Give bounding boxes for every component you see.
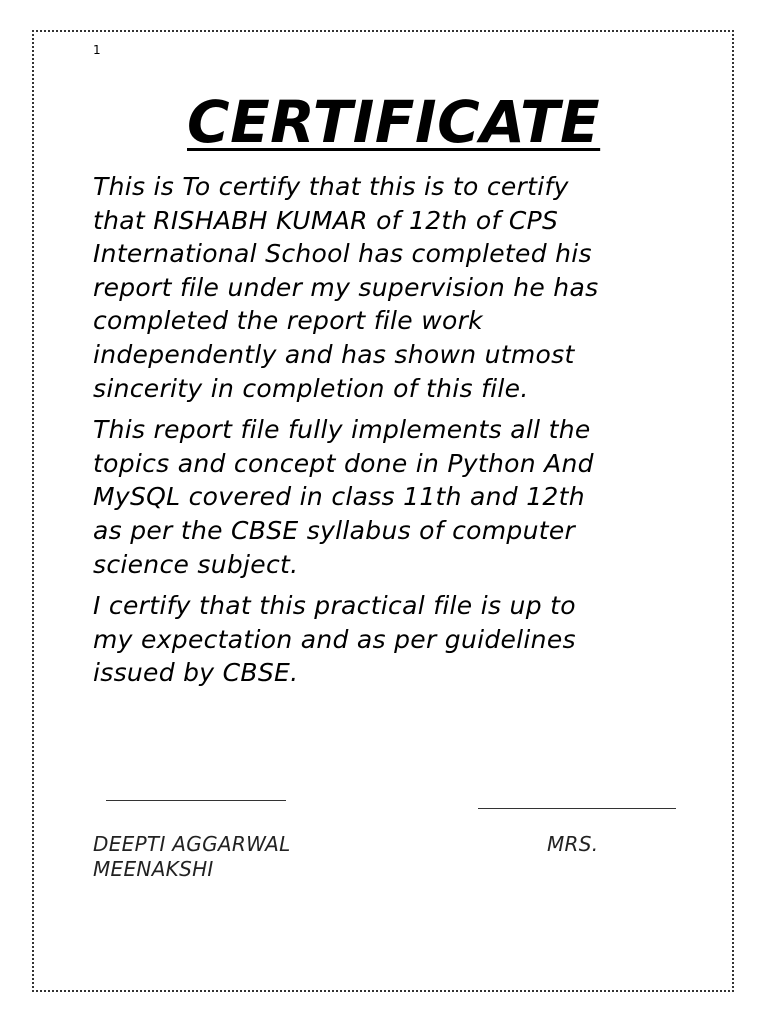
left-signature-line: [106, 800, 286, 801]
body-paragraph-3: I certify that this practical file is up to my expectation and as per guidelines issued by CBSE.: [93, 591, 576, 688]
certificate-body: [93, 170, 693, 698]
body-paragraph-1: This is To certify that this is to certify that RISHABH KUMAR of 12th of CPS International School has completed his report file under my supervision he has completed the report file work independently and has shown utmost sincerity in completion of this file.: [93, 172, 599, 403]
left-signatory-name: DEEPTI AGGARWAL: [93, 832, 291, 856]
right-signatory-name: MEENAKSHI: [93, 857, 214, 881]
right-signatory-title: MRS.: [547, 832, 599, 856]
right-signature-line: [478, 808, 676, 809]
certificate-title: CERTIFICATE: [187, 88, 601, 156]
page-number: 1: [93, 43, 101, 57]
body-paragraph-2: This report file fully implements all the topics and concept done in Python And MySQL covered in class 11th and 12th as per the CBSE syllabus of computer science subject.: [93, 415, 594, 579]
